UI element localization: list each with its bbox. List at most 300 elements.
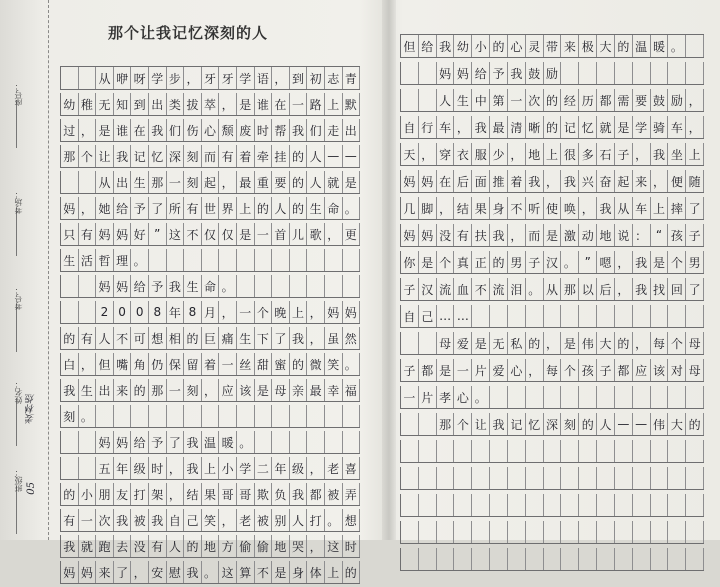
grid-cell: 不 <box>508 197 526 219</box>
grid-cell: 刻 <box>561 413 579 435</box>
grid-cell <box>526 386 544 408</box>
grid-cell: 友 <box>114 483 132 505</box>
grid-cell: 而 <box>526 224 544 246</box>
grid-cell: 们 <box>307 119 325 141</box>
grid-cell <box>131 405 149 427</box>
grid-cell: 的 <box>615 35 633 57</box>
grid-cell: 母 <box>686 359 704 381</box>
grid-cell: 这 <box>219 561 237 583</box>
grid-cell: 对 <box>668 359 686 381</box>
grid-cell: 中 <box>472 89 490 111</box>
grid-row <box>60 431 360 454</box>
left-writing-grid <box>60 66 360 587</box>
grid-cell: 结 <box>184 483 202 505</box>
grid-cell: 妈 <box>96 431 114 453</box>
grid-cell: 励 <box>544 62 562 84</box>
grid-cell: 子 <box>401 359 419 381</box>
grid-cell: 爱 <box>454 332 472 354</box>
grid-cell: 没 <box>437 224 455 246</box>
grid-cell <box>668 62 686 84</box>
grid-cell: 温 <box>633 35 651 57</box>
grid-cell: 地 <box>597 224 615 246</box>
margin-field <box>2 468 42 534</box>
grid-cell: 子 <box>597 359 615 381</box>
grid-cell <box>561 305 579 327</box>
grid-cell: 2 <box>96 301 114 323</box>
grid-cell <box>508 386 526 408</box>
margin-field <box>2 82 42 148</box>
grid-cell: 是 <box>255 379 273 401</box>
grid-cell: 爱 <box>490 359 508 381</box>
grid-cell <box>184 405 202 427</box>
grid-cell <box>61 431 79 453</box>
grid-cell: 唤 <box>561 197 579 219</box>
grid-cell: 学 <box>149 67 167 89</box>
grid-cell <box>579 440 597 462</box>
grid-cell: 妈 <box>96 275 114 297</box>
grid-cell: 年 <box>114 457 132 479</box>
grid-cell: 的 <box>290 145 308 167</box>
grid-cell <box>149 405 167 427</box>
grid-cell: 的 <box>255 197 273 219</box>
grid-cell: 车 <box>437 116 455 138</box>
grid-cell: 血 <box>454 278 472 300</box>
grid-cell <box>686 440 704 462</box>
grid-cell <box>61 275 79 297</box>
grid-cell: 刻 <box>184 171 202 193</box>
grid-cell: 是 <box>651 251 669 273</box>
grid-cell: 个 <box>255 301 273 323</box>
grid-row <box>400 197 704 220</box>
grid-cell <box>544 467 562 489</box>
grid-cell <box>597 386 615 408</box>
grid-cell: 伟 <box>651 413 669 435</box>
grid-cell: 心 <box>454 386 472 408</box>
grid-row <box>400 143 704 166</box>
grid-cell: 泪 <box>508 278 526 300</box>
grid-cell: 个 <box>561 359 579 381</box>
grid-cell: 个 <box>437 251 455 273</box>
grid-cell: 哲 <box>96 249 114 271</box>
grid-cell: ， <box>79 197 97 219</box>
grid-cell: 要 <box>633 89 651 111</box>
grid-cell <box>79 67 97 89</box>
grid-cell: 走 <box>325 119 343 141</box>
grid-cell: 。 <box>343 197 361 219</box>
grid-cell: 算 <box>237 561 255 583</box>
grid-cell <box>561 467 579 489</box>
grid-cell: 虽 <box>325 327 343 349</box>
grid-cell <box>343 275 361 297</box>
grid-cell: 默 <box>343 93 361 115</box>
grid-cell <box>597 440 615 462</box>
grid-cell <box>615 494 633 516</box>
grid-cell: 温 <box>202 431 220 453</box>
grid-cell: 们 <box>167 119 185 141</box>
grid-cell: ， <box>272 67 290 89</box>
grid-cell: 就 <box>597 116 615 138</box>
grid-cell: 我 <box>114 509 132 531</box>
grid-cell: 志 <box>325 67 343 89</box>
grid-cell: 己 <box>419 305 437 327</box>
grid-cell: 了 <box>686 197 704 219</box>
grid-cell: 极 <box>579 35 597 57</box>
grid-cell: ， <box>419 143 437 165</box>
grid-cell: — <box>325 145 343 167</box>
grid-cell: 自 <box>401 116 419 138</box>
grid-cell: 使 <box>544 197 562 219</box>
grid-cell: 正 <box>472 251 490 273</box>
grid-cell: 有 <box>149 535 167 557</box>
grid-cell: 记 <box>508 413 526 435</box>
grid-cell <box>561 62 579 84</box>
grid-cell <box>508 305 526 327</box>
grid-cell <box>61 457 79 479</box>
grid-cell: 然 <box>343 327 361 349</box>
grid-cell <box>490 440 508 462</box>
grid-cell: 鼓 <box>651 89 669 111</box>
grid-cell: 子 <box>401 278 419 300</box>
grid-cell: 一 <box>79 509 97 531</box>
grid-cell: ， <box>579 197 597 219</box>
grid-cell <box>615 386 633 408</box>
grid-cell: 学 <box>237 67 255 89</box>
margin-field-label: 座号： <box>14 82 23 106</box>
grid-cell: 。 <box>219 275 237 297</box>
grid-cell: 个 <box>454 413 472 435</box>
grid-cell: 是 <box>272 561 290 583</box>
grid-cell: 有 <box>219 145 237 167</box>
grid-cell: 谁 <box>114 119 132 141</box>
grid-cell: 。 <box>202 561 220 583</box>
grid-row <box>60 561 360 584</box>
grid-cell <box>544 386 562 408</box>
grid-cell: 无 <box>96 93 114 115</box>
grid-cell: 谁 <box>255 93 273 115</box>
margin-field-label: 考场： <box>14 190 23 214</box>
grid-row <box>60 249 360 272</box>
grid-cell <box>325 405 343 427</box>
margin-field <box>2 380 42 446</box>
grid-cell <box>651 440 669 462</box>
grid-cell <box>419 332 437 354</box>
grid-cell: 是 <box>437 359 455 381</box>
grid-cell: 了 <box>686 278 704 300</box>
grid-cell: 老 <box>237 509 255 531</box>
grid-cell: ， <box>307 457 325 479</box>
grid-cell: 学 <box>237 457 255 479</box>
grid-cell: 萃 <box>202 93 220 115</box>
grid-cell: 片 <box>419 386 437 408</box>
grid-cell: 心 <box>508 35 526 57</box>
grid-cell: 帮 <box>272 119 290 141</box>
grid-cell: ， <box>615 278 633 300</box>
grid-cell: 出 <box>343 119 361 141</box>
grid-cell: 在 <box>131 119 149 141</box>
grid-cell: ， <box>686 89 704 111</box>
grid-cell: 生 <box>131 171 149 193</box>
grid-cell: 有 <box>454 224 472 246</box>
grid-cell: 私 <box>508 332 526 354</box>
grid-cell: 从 <box>96 171 114 193</box>
grid-cell: ， <box>202 379 220 401</box>
grid-cell: 理 <box>114 249 132 271</box>
grid-cell: ， <box>508 224 526 246</box>
grid-cell <box>401 89 419 111</box>
grid-cell: 心 <box>202 119 220 141</box>
grid-cell: ， <box>219 171 237 193</box>
grid-cell: 忆 <box>149 145 167 167</box>
grid-cell: 的 <box>290 171 308 193</box>
grid-cell: ” <box>579 251 597 273</box>
grid-cell: 角 <box>131 353 149 375</box>
grid-cell: 上 <box>237 197 255 219</box>
grid-cell: 知 <box>114 93 132 115</box>
grid-cell: ， <box>651 170 669 192</box>
grid-cell: 孝 <box>437 386 455 408</box>
grid-cell <box>472 440 490 462</box>
grid-cell: ， <box>633 143 651 165</box>
grid-row <box>400 521 704 544</box>
grid-cell: 次 <box>526 89 544 111</box>
grid-row <box>60 509 360 532</box>
margin-field-label: 班级： <box>14 468 23 492</box>
grid-cell: 弄 <box>343 483 361 505</box>
grid-cell: 学 <box>633 116 651 138</box>
grid-cell <box>472 548 490 570</box>
grid-cell: 每 <box>651 332 669 354</box>
grid-cell: 我 <box>61 535 79 557</box>
grid-cell <box>615 467 633 489</box>
grid-cell <box>419 62 437 84</box>
grid-cell: 废 <box>237 119 255 141</box>
grid-row <box>60 535 360 558</box>
grid-row <box>60 145 360 168</box>
grid-cell: 呀 <box>131 67 149 89</box>
grid-cell: 小 <box>472 35 490 57</box>
grid-cell: 穿 <box>437 143 455 165</box>
grid-cell <box>79 275 97 297</box>
grid-cell <box>290 405 308 427</box>
grid-row <box>400 278 704 301</box>
grid-cell <box>437 440 455 462</box>
grid-cell: 坐 <box>668 143 686 165</box>
grid-cell: 大 <box>668 413 686 435</box>
grid-cell: 一 <box>255 223 273 245</box>
grid-cell: 嘴 <box>114 353 132 375</box>
grid-row <box>60 457 360 480</box>
grid-cell: 我 <box>490 224 508 246</box>
grid-cell: 级 <box>131 457 149 479</box>
grid-cell: 子 <box>686 224 704 246</box>
grid-cell: 时 <box>343 535 361 557</box>
grid-cell: 想 <box>343 509 361 531</box>
grid-cell: 留 <box>184 353 202 375</box>
grid-cell: 被 <box>131 509 149 531</box>
grid-cell: 丝 <box>237 353 255 375</box>
grid-cell <box>668 440 686 462</box>
grid-cell: 人 <box>307 171 325 193</box>
grid-cell: 可 <box>131 327 149 349</box>
grid-cell: 出 <box>96 379 114 401</box>
grid-cell: 孩 <box>579 359 597 381</box>
grid-cell: 那 <box>149 379 167 401</box>
grid-cell: 地 <box>272 535 290 557</box>
grid-cell: 。 <box>472 386 490 408</box>
grid-cell: 给 <box>131 431 149 453</box>
grid-cell <box>79 171 97 193</box>
grid-cell: ， <box>615 251 633 273</box>
grid-cell <box>579 548 597 570</box>
grid-cell: 我 <box>526 170 544 192</box>
grid-cell: 蜜 <box>272 353 290 375</box>
grid-cell: ： <box>633 224 651 246</box>
grid-cell: 找 <box>651 278 669 300</box>
grid-cell <box>437 548 455 570</box>
grid-cell: ， <box>454 116 472 138</box>
grid-cell: 牙 <box>219 67 237 89</box>
grid-cell: 妈 <box>79 561 97 583</box>
grid-cell: ， <box>79 353 97 375</box>
grid-cell: 上 <box>544 143 562 165</box>
grid-cell: ， <box>307 535 325 557</box>
grid-cell <box>615 548 633 570</box>
grid-cell <box>202 405 220 427</box>
grid-cell <box>61 171 79 193</box>
grid-cell: 的 <box>290 353 308 375</box>
grid-cell: 妈 <box>437 62 455 84</box>
grid-cell: ， <box>219 93 237 115</box>
grid-cell: 都 <box>307 483 325 505</box>
grid-cell: 只 <box>61 223 79 245</box>
grid-cell <box>472 494 490 516</box>
grid-cell: 打 <box>307 509 325 531</box>
grid-cell: 扶 <box>472 224 490 246</box>
margin-field <box>2 190 42 256</box>
grid-cell: … <box>437 305 455 327</box>
grid-cell <box>686 494 704 516</box>
grid-cell <box>255 405 273 427</box>
grid-cell: 。 <box>237 431 255 453</box>
grid-cell: 仅 <box>219 223 237 245</box>
grid-cell: 是 <box>237 93 255 115</box>
grid-cell: 奋 <box>597 170 615 192</box>
grid-cell: ， <box>219 509 237 531</box>
grid-cell: 汉 <box>419 278 437 300</box>
grid-cell: 衣 <box>454 143 472 165</box>
grid-cell: 给 <box>114 197 132 219</box>
grid-cell: 人 <box>96 327 114 349</box>
grid-row <box>400 89 704 112</box>
grid-cell: 活 <box>79 249 97 271</box>
grid-cell: 我 <box>184 457 202 479</box>
grid-cell <box>96 405 114 427</box>
grid-cell: 地 <box>202 535 220 557</box>
grid-cell: 我 <box>597 197 615 219</box>
grid-row <box>60 275 360 298</box>
grid-cell: 过 <box>61 119 79 141</box>
grid-cell <box>686 386 704 408</box>
grid-cell: 大 <box>597 332 615 354</box>
grid-cell <box>597 548 615 570</box>
grid-cell: 后 <box>454 170 472 192</box>
grid-cell: 起 <box>615 170 633 192</box>
grid-cell: 了 <box>272 327 290 349</box>
grid-cell: 世 <box>202 197 220 219</box>
grid-cell: 而 <box>202 145 220 167</box>
grid-cell: 给 <box>419 35 437 57</box>
grid-cell: 人 <box>290 509 308 531</box>
grid-cell <box>633 62 651 84</box>
grid-cell: 架 <box>149 483 167 505</box>
grid-cell: 是 <box>544 224 562 246</box>
grid-cell: 着 <box>508 170 526 192</box>
grid-cell <box>167 405 185 427</box>
grid-cell <box>526 440 544 462</box>
grid-cell: 妈 <box>114 223 132 245</box>
grid-cell: 小 <box>219 457 237 479</box>
grid-row <box>60 119 360 142</box>
grid-cell: 该 <box>651 359 669 381</box>
grid-cell: 记 <box>561 116 579 138</box>
grid-cell <box>651 62 669 84</box>
grid-cell: 汉 <box>544 251 562 273</box>
grid-cell: 要 <box>272 171 290 193</box>
grid-cell <box>615 440 633 462</box>
grid-cell: 。 <box>131 249 149 271</box>
grid-cell <box>526 548 544 570</box>
grid-cell: 有 <box>79 327 97 349</box>
grid-cell <box>419 89 437 111</box>
grid-cell: 多 <box>579 143 597 165</box>
grid-cell: 上 <box>202 457 220 479</box>
grid-cell: 上 <box>651 197 669 219</box>
grid-cell: 歌 <box>307 223 325 245</box>
grid-cell: 妈 <box>61 561 79 583</box>
grid-cell: — <box>615 413 633 435</box>
grid-cell: ， <box>544 332 562 354</box>
grid-cell <box>597 305 615 327</box>
grid-cell: 命 <box>202 275 220 297</box>
grid-cell <box>686 467 704 489</box>
grid-cell <box>307 405 325 427</box>
grid-row <box>60 353 360 376</box>
grid-cell: 下 <box>255 327 273 349</box>
grid-cell: 生 <box>237 327 255 349</box>
grid-cell <box>579 305 597 327</box>
grid-row <box>400 359 704 382</box>
grid-cell: 妈 <box>325 301 343 323</box>
grid-cell: 8 <box>184 301 202 323</box>
margin-field-line <box>16 486 17 534</box>
grid-cell: 这 <box>325 535 343 557</box>
grid-cell <box>419 413 437 435</box>
grid-cell: ， <box>184 67 202 89</box>
grid-row <box>60 171 360 194</box>
grid-cell: 给 <box>472 62 490 84</box>
grid-cell: 的 <box>61 483 79 505</box>
grid-cell: 命 <box>325 197 343 219</box>
grid-cell: 时 <box>255 119 273 141</box>
grid-cell: 朋 <box>96 483 114 505</box>
grid-cell: 更 <box>343 223 361 245</box>
grid-row <box>60 223 360 246</box>
grid-cell: 这 <box>167 223 185 245</box>
grid-cell <box>307 249 325 271</box>
grid-cell <box>419 494 437 516</box>
grid-cell: 听 <box>526 197 544 219</box>
grid-cell: 刻 <box>184 145 202 167</box>
